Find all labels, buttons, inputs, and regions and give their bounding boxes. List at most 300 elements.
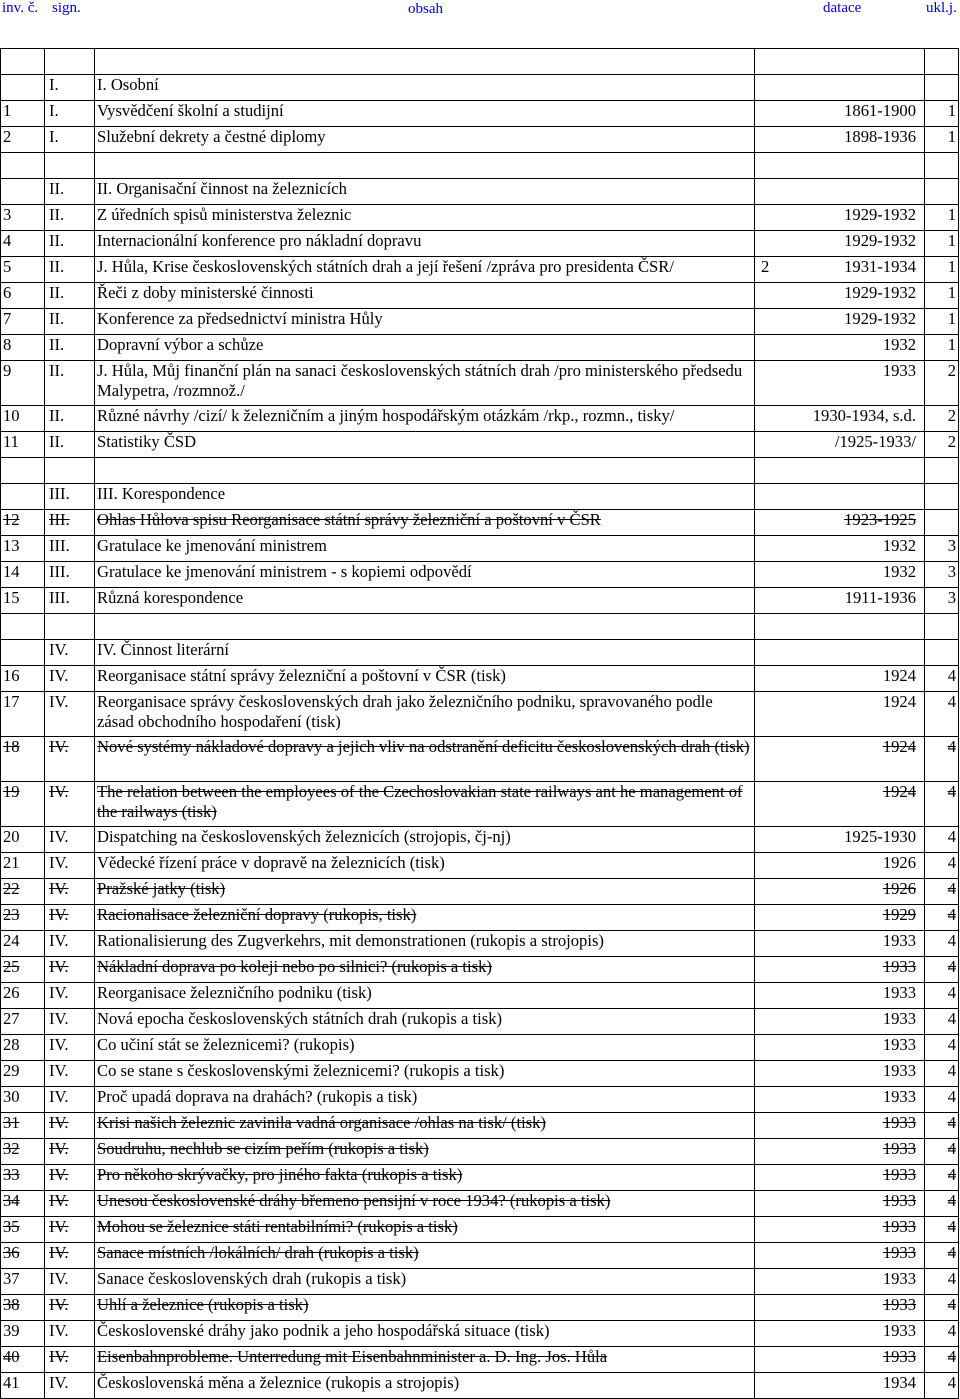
description-text: Rationalisierung des Zugverkehrs, mit demonstrationen (rukopis a strojopis) — [97, 931, 604, 950]
description-cell — [95, 879, 755, 905]
signature-cell: IV. — [45, 1087, 95, 1113]
description-text: Uhlí a železnice (rukopis a tisk) — [97, 1295, 309, 1314]
inv-number-cell — [1, 640, 45, 666]
description-cell — [95, 510, 755, 536]
storage-unit-cell: 2 — [925, 432, 959, 458]
storage-unit-cell: 4 — [925, 737, 959, 782]
column-header — [0, 0, 960, 24]
description-text: The relation between the employees of the Czechoslovakian state railways ant he management of the railways (tisk) — [97, 782, 743, 821]
inv-number-cell: 30 — [1, 1087, 45, 1113]
storage-unit-cell: 2 — [925, 406, 959, 432]
storage-unit-cell: 4 — [925, 957, 959, 983]
description-text: Různé návrhy /cizí/ k železničním a jiným hospodářským otázkám /rkp., rozmn., tisky/ — [97, 406, 675, 425]
dating-cell: 1933 — [755, 1347, 925, 1373]
table-row — [1, 827, 959, 853]
section-title: III. Korespondence — [95, 484, 755, 510]
signature-cell: IV. — [45, 1113, 95, 1139]
description-text: J. Hůla, Krise československých státních drah a její řešení /zpráva pro presidenta ČSR/ — [97, 257, 674, 276]
storage-unit-cell: 4 — [925, 1217, 959, 1243]
description-cell — [95, 335, 755, 361]
table-row — [1, 257, 959, 283]
description-cell — [95, 931, 755, 957]
description-cell — [95, 1035, 755, 1061]
description-text: Unesou československé dráhy břemeno pensijní v roce 1934? (rukopis a tisk) — [97, 1191, 611, 1210]
dating-cell — [755, 75, 925, 101]
table-row — [1, 957, 959, 983]
storage-unit-cell: 4 — [925, 1139, 959, 1165]
description-text: Nové systémy nákladové dopravy a jejich vliv na odstranění deficitu československých drah (tisk) — [97, 737, 750, 756]
dating-cell: 1925-1930 — [755, 827, 925, 853]
inv-number-cell: 7 — [1, 309, 45, 335]
signature-cell: IV. — [45, 1269, 95, 1295]
section-title: IV. Činnost literární — [95, 640, 755, 666]
empty-cell — [755, 458, 925, 484]
signature-cell: IV. — [45, 1061, 95, 1087]
description-text: Krisi našich železnic zavinila vadná organisace /ohlas na tisk/ (tisk) — [97, 1113, 546, 1132]
description-cell — [95, 1191, 755, 1217]
storage-unit-cell: 4 — [925, 1269, 959, 1295]
inv-number-cell: 23 — [1, 905, 45, 931]
description-cell — [95, 257, 755, 283]
description-cell — [95, 692, 755, 737]
storage-unit-cell: 4 — [925, 1321, 959, 1347]
inv-number-cell: 6 — [1, 283, 45, 309]
dating-cell: /1925-1933/ — [755, 432, 925, 458]
storage-unit-cell: 4 — [925, 1165, 959, 1191]
storage-unit-cell: 3 — [925, 536, 959, 562]
description-text: Mohou se železnice státi rentabilními? (rukopis a tisk) — [97, 1217, 458, 1236]
storage-unit-cell: 4 — [925, 1087, 959, 1113]
empty-cell — [45, 614, 95, 640]
description-text: Gratulace ke jmenování ministrem — [97, 536, 327, 555]
description-text: Konference za předsednictví ministra Hůly — [97, 309, 383, 328]
description-text: Eisenbahnprobleme. Unterredung mit Eisenbahnminister a. D. Ing. Jos. Hůla — [97, 1347, 608, 1366]
description-cell — [95, 983, 755, 1009]
storage-unit-cell — [925, 640, 959, 666]
storage-unit-cell: 4 — [925, 983, 959, 1009]
dating-cell: 1933 — [755, 1087, 925, 1113]
signature-cell: IV. — [45, 737, 95, 782]
signature-cell: IV. — [45, 853, 95, 879]
storage-unit-cell: 1 — [925, 127, 959, 153]
description-text: Pražské jatky (tisk) — [97, 879, 226, 898]
description-text: Československá měna a železnice (rukopis a strojopis) — [97, 1373, 460, 1392]
dating-cell: 1923-1925 — [755, 510, 925, 536]
table-row — [1, 1165, 959, 1191]
signature-cell: IV. — [45, 1373, 95, 1399]
empty-cell — [925, 614, 959, 640]
description-cell — [95, 737, 755, 782]
inv-number-cell: 1 — [1, 101, 45, 127]
dating-cell: 1861-1900 — [755, 101, 925, 127]
description-cell — [95, 1009, 755, 1035]
table-row — [1, 1269, 959, 1295]
inv-number-cell: 9 — [1, 361, 45, 406]
description-text: Dopravní výbor a schůze — [97, 335, 264, 354]
section-heading-row — [1, 484, 959, 510]
dating-cell: 1933 — [755, 1035, 925, 1061]
storage-unit-cell — [925, 75, 959, 101]
storage-unit-cell: 2 — [925, 361, 959, 406]
storage-unit-cell: 1 — [925, 335, 959, 361]
table-row — [1, 283, 959, 309]
storage-unit-cell: 4 — [925, 931, 959, 957]
storage-unit-cell: 4 — [925, 827, 959, 853]
empty-cell — [45, 49, 95, 75]
inv-number-cell: 35 — [1, 1217, 45, 1243]
table-row — [1, 536, 959, 562]
description-cell — [95, 536, 755, 562]
blank-row — [1, 614, 959, 640]
table-row — [1, 361, 959, 406]
signature-cell: IV. — [45, 983, 95, 1009]
dating-cell: 1926 — [755, 879, 925, 905]
signature-cell: IV. — [45, 1191, 95, 1217]
description-text: Řeči z doby ministerské činnosti — [97, 283, 314, 302]
header-content: obsah — [408, 1, 443, 17]
description-cell — [95, 782, 755, 827]
table-row — [1, 101, 959, 127]
description-text: Nákladní doprava po koleji nebo po silnici? (rukopis a tisk) — [97, 957, 492, 976]
description-text: Reorganisace správy československých drah jako železničního podniku, spravovaného podle zásad obchodního hospodaření (tisk) — [97, 692, 713, 731]
empty-cell — [925, 153, 959, 179]
description-text: Statistiky ČSD — [97, 432, 197, 451]
inv-number-cell — [1, 484, 45, 510]
empty-cell — [925, 458, 959, 484]
storage-unit-cell: 4 — [925, 1061, 959, 1087]
inv-number-cell: 13 — [1, 536, 45, 562]
signature-cell: IV. — [45, 1321, 95, 1347]
table-row — [1, 1087, 959, 1113]
description-cell — [95, 1321, 755, 1347]
storage-unit-cell: 4 — [925, 853, 959, 879]
empty-cell — [1, 49, 45, 75]
dating-cell: 1911-1936 — [755, 588, 925, 614]
signature-cell: II. — [45, 283, 95, 309]
inv-number-cell: 37 — [1, 1269, 45, 1295]
storage-unit-cell: 1 — [925, 257, 959, 283]
storage-unit-cell — [925, 484, 959, 510]
inv-number-cell: 8 — [1, 335, 45, 361]
description-text: Z úředních spisů ministerstva železnic — [97, 205, 352, 224]
table-row — [1, 335, 959, 361]
signature-cell: IV. — [45, 827, 95, 853]
storage-unit-cell: 4 — [925, 782, 959, 827]
dating-cell: 1933 — [755, 1217, 925, 1243]
inv-number-cell: 19 — [1, 782, 45, 827]
inv-number-cell: 3 — [1, 205, 45, 231]
signature-cell: IV. — [45, 957, 95, 983]
table-row — [1, 1243, 959, 1269]
table-row — [1, 983, 959, 1009]
storage-unit-cell: 4 — [925, 1243, 959, 1269]
description-text: Reorganisace státní správy železniční a poštovní v ČSR (tisk) — [97, 666, 506, 685]
dating-cell: 1926 — [755, 853, 925, 879]
description-text: Reorganisace železničního podniku (tisk) — [97, 983, 372, 1002]
empty-cell — [925, 49, 959, 75]
inv-number-cell: 10 — [1, 406, 45, 432]
inv-number-cell: 27 — [1, 1009, 45, 1035]
table-row — [1, 782, 959, 827]
section-heading-row — [1, 640, 959, 666]
signature-cell: I. — [45, 75, 95, 101]
table-row — [1, 406, 959, 432]
signature-cell: IV. — [45, 640, 95, 666]
signature-cell: IV. — [45, 1347, 95, 1373]
description-text: Různá korespondence — [97, 588, 244, 607]
dating-cell — [755, 484, 925, 510]
dating-cell: 1929-1932 — [755, 205, 925, 231]
signature-cell: II. — [45, 309, 95, 335]
signature-cell: IV. — [45, 905, 95, 931]
description-cell — [95, 853, 755, 879]
inv-number-cell: 33 — [1, 1165, 45, 1191]
description-cell — [95, 1243, 755, 1269]
description-cell — [95, 957, 755, 983]
signature-cell: IV. — [45, 692, 95, 737]
storage-unit-cell: 4 — [925, 1373, 959, 1399]
inventory-table — [0, 48, 959, 1399]
dating-cell: 1933 — [755, 1295, 925, 1321]
header-signature: sign. — [52, 0, 81, 16]
storage-unit-cell: 1 — [925, 283, 959, 309]
description-text: Ohlas Hůlova spisu Reorganisace státní správy železniční a poštovní v ČSR — [97, 510, 601, 529]
signature-cell: II. — [45, 179, 95, 205]
table-row — [1, 737, 959, 782]
signature-cell: IV. — [45, 1295, 95, 1321]
inv-number-cell: 16 — [1, 666, 45, 692]
inv-number-cell: 36 — [1, 1243, 45, 1269]
inv-number-cell: 31 — [1, 1113, 45, 1139]
inv-number-cell: 2 — [1, 127, 45, 153]
description-text: Pro někoho skrývačky, pro jiného fakta (rukopis a tisk) — [97, 1165, 463, 1184]
table-row — [1, 562, 959, 588]
description-cell — [95, 1139, 755, 1165]
dating-cell: 1932 — [755, 562, 925, 588]
inv-number-cell: 17 — [1, 692, 45, 737]
description-text: Služební dekrety a čestné diplomy — [97, 127, 326, 146]
dating-cell: 1933 — [755, 1009, 925, 1035]
empty-cell — [755, 153, 925, 179]
table-row — [1, 432, 959, 458]
signature-cell: II. — [45, 231, 95, 257]
table-row — [1, 1373, 959, 1399]
dating-cell — [755, 179, 925, 205]
storage-unit-cell — [925, 510, 959, 536]
empty-cell — [95, 614, 755, 640]
inv-number-cell: 39 — [1, 1321, 45, 1347]
dating-cell: 1929-1932 — [755, 231, 925, 257]
dating-cell: 1933 — [755, 1061, 925, 1087]
table-row — [1, 692, 959, 737]
dating-cell: 1934 — [755, 1373, 925, 1399]
empty-cell — [95, 49, 755, 75]
blank-row — [1, 153, 959, 179]
signature-cell: III. — [45, 484, 95, 510]
empty-cell — [1, 458, 45, 484]
empty-cell — [95, 153, 755, 179]
inv-number-cell: 24 — [1, 931, 45, 957]
signature-cell: IV. — [45, 931, 95, 957]
dating-cell: 1933 — [755, 983, 925, 1009]
header-inv-number: inv. č. — [2, 0, 39, 16]
dating-cell: 1933 — [755, 1165, 925, 1191]
description-text: Gratulace ke jmenování ministrem - s kopiemi odpovědí — [97, 562, 472, 581]
description-text: Československé dráhy jako podnik a jeho hospodářská situace (tisk) — [97, 1321, 550, 1340]
empty-cell — [95, 458, 755, 484]
dating-cell: 1933 — [755, 957, 925, 983]
dating-cell: 1924 — [755, 692, 925, 737]
dating-cell: 1924 — [755, 782, 925, 827]
description-text: Proč upadá doprava na drahách? (rukopis a tisk) — [97, 1087, 418, 1106]
description-cell — [95, 1373, 755, 1399]
description-text: Nová epocha československých státních drah (rukopis a tisk) — [97, 1009, 503, 1028]
description-text: J. Hůla, Můj finanční plán na sanaci československých státních drah /pro ministerského předsedu Malypetra, /rozmnož./ — [97, 361, 743, 400]
dating-cell: 1932 — [755, 536, 925, 562]
table-row — [1, 1009, 959, 1035]
inv-number-cell: 5 — [1, 257, 45, 283]
description-text: Co se stane s československými železnicemi? (rukopis a tisk) — [97, 1061, 505, 1080]
storage-unit-cell: 4 — [925, 692, 959, 737]
description-cell — [95, 1165, 755, 1191]
description-cell — [95, 231, 755, 257]
description-cell — [95, 127, 755, 153]
dating-cell: 1933 — [755, 361, 925, 406]
signature-cell: III. — [45, 562, 95, 588]
description-cell — [95, 432, 755, 458]
signature-cell: IV. — [45, 1009, 95, 1035]
signature-cell: I. — [45, 127, 95, 153]
inv-number-cell: 22 — [1, 879, 45, 905]
inv-number-cell: 14 — [1, 562, 45, 588]
dating-cell: 1929-1932 — [755, 283, 925, 309]
description-text: Racionalisace železniční dopravy (rukopis, tisk) — [97, 905, 417, 924]
description-cell — [95, 1269, 755, 1295]
description-cell — [95, 101, 755, 127]
description-cell — [95, 1087, 755, 1113]
empty-cell — [45, 153, 95, 179]
description-cell — [95, 406, 755, 432]
table-row — [1, 905, 959, 931]
table-row — [1, 1061, 959, 1087]
storage-unit-cell — [925, 179, 959, 205]
table-row — [1, 309, 959, 335]
table-row — [1, 231, 959, 257]
storage-unit-cell: 1 — [925, 231, 959, 257]
inv-number-cell: 28 — [1, 1035, 45, 1061]
inv-number-cell: 40 — [1, 1347, 45, 1373]
signature-cell: II. — [45, 257, 95, 283]
table-row — [1, 127, 959, 153]
description-cell — [95, 588, 755, 614]
table-row — [1, 1139, 959, 1165]
description-text: Internacionální konference pro nákladní dopravu — [97, 231, 422, 250]
description-cell — [95, 1217, 755, 1243]
signature-cell: II. — [45, 335, 95, 361]
empty-cell — [1, 153, 45, 179]
inv-number-cell: 11 — [1, 432, 45, 458]
inv-number-cell: 12 — [1, 510, 45, 536]
signature-cell: III. — [45, 510, 95, 536]
description-text: Vysvědčení školní a studijní — [97, 101, 284, 120]
table-row — [1, 1295, 959, 1321]
signature-cell: IV. — [45, 1035, 95, 1061]
description-cell — [95, 1113, 755, 1139]
dating-cell: 1933 — [755, 1139, 925, 1165]
storage-unit-cell: 4 — [925, 1191, 959, 1217]
signature-cell: IV. — [45, 1165, 95, 1191]
table-row — [1, 588, 959, 614]
description-cell — [95, 205, 755, 231]
storage-unit-cell: 4 — [925, 1295, 959, 1321]
dating-cell: 1933 — [755, 1243, 925, 1269]
inventory-table-body — [1, 49, 959, 1399]
storage-unit-cell: 1 — [925, 309, 959, 335]
description-cell — [95, 905, 755, 931]
inv-number-cell — [1, 179, 45, 205]
dating-cell: 1933 — [755, 1321, 925, 1347]
table-row — [1, 1191, 959, 1217]
inv-number-cell: 41 — [1, 1373, 45, 1399]
header-storage-unit: ukl.j. — [926, 0, 957, 16]
signature-cell: III. — [45, 536, 95, 562]
signature-cell: III. — [45, 588, 95, 614]
signature-cell: IV. — [45, 666, 95, 692]
inv-number-cell: 34 — [1, 1191, 45, 1217]
description-cell — [95, 283, 755, 309]
blank-row — [1, 458, 959, 484]
storage-unit-cell: 4 — [925, 1113, 959, 1139]
description-text: Sanace československých drah (rukopis a tisk) — [97, 1269, 407, 1288]
description-cell — [95, 309, 755, 335]
inv-number-cell: 38 — [1, 1295, 45, 1321]
signature-cell: IV. — [45, 1139, 95, 1165]
table-row — [1, 205, 959, 231]
inv-number-cell: 4 — [1, 231, 45, 257]
signature-cell: IV. — [45, 1243, 95, 1269]
inv-number-cell: 26 — [1, 983, 45, 1009]
description-text: Vědecké řízení práce v dopravě na železnicích (tisk) — [97, 853, 445, 872]
description-text: Sanace místních /lokálních/ drah (rukopis a tisk) — [97, 1243, 419, 1262]
storage-unit-cell: 4 — [925, 666, 959, 692]
table-row — [1, 879, 959, 905]
table-row — [1, 1113, 959, 1139]
dating-cell: 1933 — [755, 931, 925, 957]
signature-cell: II. — [45, 205, 95, 231]
description-cell — [95, 827, 755, 853]
description-text: Dispatching na československých železnicích (strojopis, čj-nj) — [97, 827, 511, 846]
signature-cell: IV. — [45, 782, 95, 827]
dating-cell — [755, 640, 925, 666]
signature-cell: II. — [45, 361, 95, 406]
inv-number-cell: 25 — [1, 957, 45, 983]
dating-cell: 1933 — [755, 1113, 925, 1139]
header-dating: datace — [823, 0, 862, 16]
dating-cell: 1924 — [755, 737, 925, 782]
storage-unit-cell: 1 — [925, 101, 959, 127]
section-title: I. Osobní — [95, 75, 755, 101]
inv-number-cell — [1, 75, 45, 101]
dating-cell: 1933 — [755, 1191, 925, 1217]
dating-cell — [755, 257, 925, 283]
blank-row — [1, 49, 959, 75]
table-row — [1, 1035, 959, 1061]
table-row — [1, 1321, 959, 1347]
description-cell — [95, 1347, 755, 1373]
description-cell — [95, 361, 755, 406]
table-row — [1, 853, 959, 879]
table-row — [1, 666, 959, 692]
